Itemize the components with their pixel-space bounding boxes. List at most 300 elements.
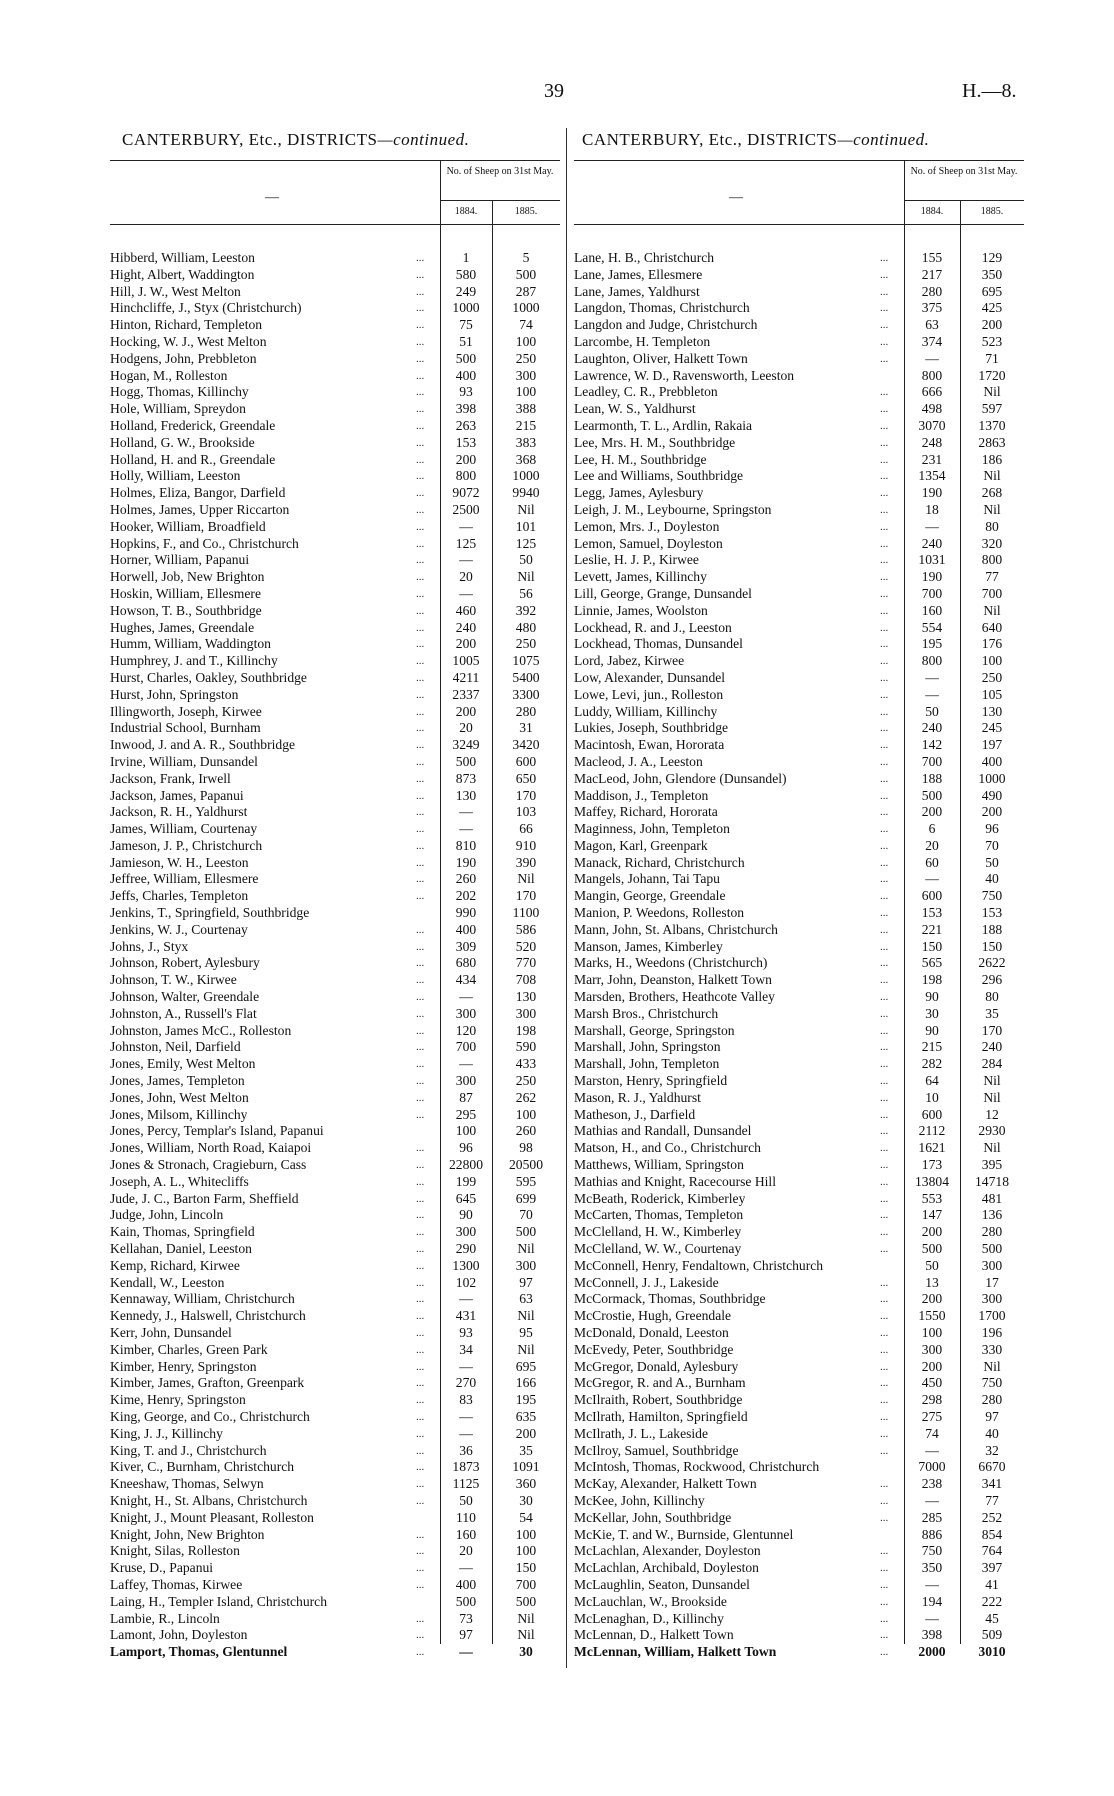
col-1885-header: 1885. <box>514 206 538 217</box>
sheep-1884: 600 <box>921 888 943 904</box>
sheep-1884: — <box>459 1056 473 1072</box>
leader-dots: ... <box>880 722 889 735</box>
table-row <box>574 1191 1024 1208</box>
sheep-1884: 800 <box>455 468 477 484</box>
table-row <box>110 939 560 956</box>
sheep-1884: 810 <box>455 837 477 853</box>
holder-name: McIlraith, Robert, Southbridge <box>574 1392 743 1408</box>
sheep-1885: 699 <box>515 1190 537 1206</box>
sheep-1885: 197 <box>981 737 1003 753</box>
table-row <box>110 1493 560 1510</box>
sheep-1885: 595 <box>515 1173 537 1189</box>
sheep-1885: 520 <box>515 938 537 954</box>
sheep-1884: — <box>925 686 939 702</box>
table-row <box>110 804 560 821</box>
table-row <box>574 821 1024 838</box>
sheep-1884: 2112 <box>918 1123 946 1139</box>
holder-name: Irvine, William, Dunsandel <box>110 753 258 769</box>
table-row <box>110 1426 560 1443</box>
holder-name: Jeffs, Charles, Templeton <box>110 888 249 904</box>
sheep-1885: 105 <box>981 686 1003 702</box>
table-row <box>110 1224 560 1241</box>
holder-name: James, William, Courtenay <box>110 821 258 837</box>
table-row <box>110 284 560 301</box>
sheep-1884: 13 <box>925 1274 939 1290</box>
leader-dots: ... <box>416 621 425 634</box>
sheep-1884: 173 <box>921 1157 943 1173</box>
sheep-1885: 66 <box>519 821 533 837</box>
sheep-1884: — <box>459 1644 473 1660</box>
leader-dots: ... <box>880 1612 889 1625</box>
holder-name: Jones, William, North Road, Kaiapoi <box>110 1140 312 1156</box>
leader-dots: ... <box>416 957 425 970</box>
sheep-1885: 300 <box>981 1257 1003 1273</box>
holder-name: Laing, H., Templer Island, Christchurch <box>110 1593 328 1609</box>
table-row <box>110 1342 560 1359</box>
sheep-1884: 800 <box>921 367 943 383</box>
sheep-1885: 3420 <box>512 737 540 753</box>
leader-dots: ... <box>880 755 889 768</box>
sheep-1884: — <box>925 1576 939 1592</box>
sheep-1885: 6670 <box>978 1459 1006 1475</box>
table-row <box>574 1073 1024 1090</box>
holder-name: Knight, John, New Brighton <box>110 1526 265 1542</box>
sheep-1885: 770 <box>515 955 537 971</box>
holder-name: McLennan, William, Halkett Town <box>574 1644 777 1660</box>
sheep-1885: 433 <box>515 1056 537 1072</box>
sheep-1884: 500 <box>455 1593 477 1609</box>
sheep-1885: 854 <box>981 1526 1003 1542</box>
holder-name: Marsh Bros., Christchurch <box>574 1005 719 1021</box>
leader-dots: ... <box>416 1243 425 1256</box>
table-row <box>574 737 1024 754</box>
sheep-1885: 1000 <box>512 468 540 484</box>
sheep-1884: — <box>459 1425 473 1441</box>
table-row <box>110 1291 560 1308</box>
table-row <box>110 1476 560 1493</box>
table-row <box>110 1056 560 1073</box>
holder-name: Low, Alexander, Dunsandel <box>574 669 726 685</box>
sheep-1885: 32 <box>985 1442 999 1458</box>
leader-dots: ... <box>416 1578 425 1591</box>
table-row <box>110 552 560 569</box>
sheep-1885: 215 <box>515 417 537 433</box>
table-row <box>574 905 1024 922</box>
leader-dots: ... <box>880 1192 889 1205</box>
holder-name: Kain, Thomas, Springfield <box>110 1224 255 1240</box>
sheep-1885: 200 <box>981 804 1003 820</box>
table-row <box>574 1627 1024 1644</box>
sheep-1884: 498 <box>921 401 943 417</box>
table-row <box>110 519 560 536</box>
sheep-1884: 90 <box>925 1022 939 1038</box>
leader-dots: ... <box>416 1058 425 1071</box>
holder-name: Jude, J. C., Barton Farm, Sheffield <box>110 1190 299 1206</box>
holder-name: McConnell, Henry, Fendaltown, Christchurch <box>574 1257 824 1273</box>
leader-dots: ... <box>416 1276 425 1289</box>
leader-dots: ... <box>880 319 889 332</box>
table-row <box>110 536 560 553</box>
sheep-1884: 1 <box>462 250 470 265</box>
leader-dots: ... <box>416 1327 425 1339</box>
sheep-1885: 5400 <box>512 669 540 685</box>
table-row <box>574 300 1024 317</box>
sheep-1884: 1000 <box>452 300 480 316</box>
leader-dots: ... <box>880 1327 889 1339</box>
sheep-1884: — <box>925 1610 939 1626</box>
table-row <box>110 1039 560 1056</box>
sheep-1885: 500 <box>515 1224 537 1240</box>
sheep-1884: 147 <box>921 1207 943 1223</box>
sheep-1885: 250 <box>981 669 1003 685</box>
sheep-1884: 290 <box>455 1241 477 1257</box>
sheep-1885: Nil <box>983 1140 1001 1156</box>
holder-name: Macintosh, Ewan, Hororata <box>574 737 725 753</box>
col-1885-header: 1885. <box>980 206 1004 217</box>
sheep-1884: 398 <box>921 1627 943 1643</box>
table-row <box>574 788 1024 805</box>
sheep-1884: 500 <box>455 350 477 366</box>
sheep-1885: 300 <box>515 1005 537 1021</box>
holder-name: McBeath, Roderick, Kimberley <box>574 1190 746 1206</box>
holder-name: Langdon and Judge, Christchurch <box>574 317 758 333</box>
sheep-1884: 96 <box>459 1140 473 1156</box>
table-row <box>110 955 560 972</box>
sheep-1885: 198 <box>515 1022 537 1038</box>
holder-name: Hocking, W. J., West Melton <box>110 333 267 349</box>
holder-name: McLennan, D., Halkett Town <box>574 1627 734 1643</box>
sheep-1884: 460 <box>455 602 477 618</box>
table-row <box>110 1392 560 1409</box>
sheep-1885: 392 <box>515 602 537 618</box>
page-code: H.—8. <box>962 80 1017 102</box>
leader-dots: ... <box>880 1511 889 1524</box>
holder-name: Kennedy, J., Halswell, Christchurch <box>110 1308 306 1324</box>
sheep-1884: 199 <box>455 1173 477 1189</box>
sheep-1884: 73 <box>459 1610 473 1626</box>
holder-name: Jeffree, William, Ellesmere <box>110 871 259 887</box>
leader-dots: ... <box>880 1360 889 1373</box>
leader-dots: ... <box>416 873 425 886</box>
holder-name: Lemon, Mrs. J., Doyleston <box>574 518 720 534</box>
leader-dots: ... <box>416 638 425 651</box>
sheep-1884: — <box>459 1408 473 1424</box>
column-divider <box>566 128 567 1668</box>
table-row <box>110 435 560 452</box>
holder-name: Hinton, Richard, Templeton <box>110 317 263 333</box>
holder-name: Horner, William, Papanui <box>110 552 250 568</box>
leader-dots: ... <box>416 503 425 516</box>
table-row <box>110 1627 560 1644</box>
sheep-1884: — <box>459 585 473 601</box>
sheep-1885: 170 <box>981 1022 1003 1038</box>
sheep-1885: 280 <box>981 1392 1003 1408</box>
table-row <box>574 838 1024 855</box>
leader-dots: ... <box>416 1293 425 1306</box>
leader-dots: ... <box>416 302 425 315</box>
leader-dots: ... <box>880 823 889 836</box>
leader-dots: ... <box>416 755 425 768</box>
sheep-1884: — <box>925 350 939 366</box>
sheep-1885: 708 <box>515 972 537 988</box>
leader-dots: ... <box>416 1142 425 1155</box>
holder-name: Jameson, J. P., Christchurch <box>110 837 263 853</box>
sheep-1884: 202 <box>455 888 477 904</box>
sheep-1884: 200 <box>455 703 477 719</box>
sheep-1885: 97 <box>519 1274 533 1290</box>
sheep-1884: 10 <box>925 1089 939 1105</box>
sheep-1885: 35 <box>519 1442 533 1458</box>
sheep-1885: 5 <box>522 250 530 265</box>
sheep-1884: 500 <box>921 1241 943 1257</box>
table-row <box>110 368 560 385</box>
table-row <box>574 1308 1024 1325</box>
holder-name: Lamport, Thomas, Glentunnel <box>110 1644 288 1660</box>
sheep-1884: 120 <box>455 1022 477 1038</box>
sheep-1884: 221 <box>921 921 943 937</box>
table-row <box>110 1191 560 1208</box>
sheep-1884: 350 <box>921 1560 943 1576</box>
sheep-1884: 263 <box>455 417 477 433</box>
sheep-1884: 125 <box>455 535 477 551</box>
sheep-1884: 434 <box>455 972 477 988</box>
leader-dots: ... <box>880 1310 889 1323</box>
sheep-1885: Nil <box>983 1358 1001 1374</box>
holder-name: McClelland, W. W., Courtenay <box>574 1241 742 1257</box>
table-row <box>574 368 1024 385</box>
sheep-1884: 100 <box>921 1325 943 1340</box>
table-row <box>574 720 1024 737</box>
leader-dots: ... <box>880 1159 889 1172</box>
table-row <box>110 720 560 737</box>
table-row <box>574 468 1024 485</box>
table-row <box>110 317 560 334</box>
leader-dots: ... <box>416 1192 425 1205</box>
table-row <box>110 586 560 603</box>
sheep-1884: — <box>459 1560 473 1576</box>
sheep-1884: 500 <box>455 753 477 769</box>
sheep-1884: 300 <box>455 1073 477 1089</box>
sheep-1885: 200 <box>981 317 1003 333</box>
holder-name: Hurst, Charles, Oakley, Southbridge <box>110 669 307 685</box>
table-row <box>110 351 560 368</box>
sheep-1885: 100 <box>515 384 537 400</box>
table-row <box>110 620 560 637</box>
table-row <box>110 1275 560 1292</box>
sheep-1885: 40 <box>985 871 999 887</box>
holder-name: Lamont, John, Doyleston <box>110 1627 248 1643</box>
table-row <box>574 804 1024 821</box>
sheep-1885: 650 <box>515 770 537 786</box>
sheep-1884: 50 <box>459 1492 473 1508</box>
section-title-text: CANTERBURY, Etc., DISTRICTS <box>582 130 838 149</box>
sheep-1885: 97 <box>985 1408 999 1424</box>
sheep-1884: 886 <box>921 1526 943 1542</box>
leader-dots: ... <box>416 739 425 752</box>
holder-name: Matheson, J., Darfield <box>574 1106 696 1122</box>
sheep-1885: 150 <box>981 938 1003 954</box>
holder-name: McIlroy, Samuel, Southbridge <box>574 1442 739 1458</box>
sheep-1884: 36 <box>459 1442 473 1458</box>
sheep-1884: 93 <box>459 384 473 400</box>
sheep-1884: 97 <box>459 1627 473 1643</box>
sheep-1885: 590 <box>515 1039 537 1055</box>
sheep-1884: 215 <box>921 1039 943 1055</box>
leader-dots: ... <box>880 1209 889 1222</box>
table-row <box>574 1224 1024 1241</box>
holder-name: Johnson, Walter, Greendale <box>110 989 260 1005</box>
holder-name: Kimber, Henry, Springston <box>110 1358 257 1374</box>
sheep-1885: Nil <box>517 871 535 887</box>
leader-dots: ... <box>416 688 425 701</box>
holder-name: Mangels, Johann, Tai Tapu <box>574 871 720 887</box>
leader-dots: ... <box>880 1562 889 1575</box>
table-row <box>574 704 1024 721</box>
leader-dots: ... <box>416 1427 425 1440</box>
holder-name: Humm, William, Waddington <box>110 636 271 652</box>
sheep-1884: 666 <box>921 384 943 400</box>
leader-dots: ... <box>416 403 425 416</box>
leader-dots: ... <box>416 1175 425 1188</box>
sheep-1885: 268 <box>981 485 1003 501</box>
sheep-1884: 9072 <box>452 485 480 501</box>
holder-name: McLaughlin, Seaton, Dunsandel <box>574 1576 750 1592</box>
sheep-1885: 280 <box>981 1224 1003 1240</box>
sheep-1884: 1125 <box>452 1476 480 1492</box>
leader-dots: ... <box>880 487 889 500</box>
leader-dots: ... <box>416 991 425 1004</box>
table-row <box>110 737 560 754</box>
holder-name: Jones, James, Templeton <box>110 1073 245 1089</box>
sheep-1884: 200 <box>455 451 477 467</box>
holder-name: Leadley, C. R., Prebbleton <box>574 384 718 400</box>
leader-dots: ... <box>880 1108 889 1121</box>
sheep-1885: 597 <box>981 401 1003 417</box>
leader-dots: ... <box>880 621 889 634</box>
table-row <box>110 687 560 704</box>
holder-name: Lambie, R., Lincoln <box>110 1610 220 1626</box>
table-row <box>574 670 1024 687</box>
table-row <box>110 569 560 586</box>
sheep-1884: 1873 <box>452 1459 480 1475</box>
holder-name: Jones, Percy, Templar's Island, Papanui <box>110 1123 324 1139</box>
sheep-1884: 580 <box>455 266 477 282</box>
table-row <box>110 636 560 653</box>
leader-dots: ... <box>880 1091 889 1104</box>
holder-name: Langdon, Thomas, Christchurch <box>574 300 750 316</box>
sheep-1885: 330 <box>981 1341 1003 1357</box>
table-row <box>110 1543 560 1560</box>
sheep-1885: 80 <box>985 989 999 1005</box>
sheep-1884: 238 <box>921 1476 943 1492</box>
holder-name: King, T. and J., Christchurch <box>110 1442 267 1458</box>
holder-name: Howson, T. B., Southbridge <box>110 602 262 618</box>
sheep-1884: 990 <box>455 905 477 921</box>
sheep-1884: 3249 <box>452 737 480 753</box>
sheep-1885: Nil <box>517 1308 535 1324</box>
sheep-1884: 750 <box>921 1543 943 1559</box>
table-row <box>110 1644 560 1661</box>
table-row <box>574 1375 1024 1392</box>
sheep-1885: 360 <box>515 1476 537 1492</box>
leader-dots: ... <box>416 1478 425 1491</box>
table-row <box>574 1527 1024 1544</box>
holder-name: Lane, James, Yaldhurst <box>574 283 700 299</box>
leader-dots: ... <box>416 1494 425 1507</box>
sheep-1884: 200 <box>455 636 477 652</box>
sheep-1884: 142 <box>921 737 943 753</box>
holder-name: Hight, Albert, Waddington <box>110 266 255 282</box>
table-row <box>574 620 1024 637</box>
table-row <box>574 1140 1024 1157</box>
holder-name: McKellar, John, Southbridge <box>574 1509 732 1525</box>
sheep-1884: 60 <box>925 854 939 870</box>
table-row <box>574 855 1024 872</box>
leader-dots: ... <box>880 772 889 785</box>
sheep-1884: 309 <box>455 938 477 954</box>
sheep-1884: 195 <box>921 636 943 652</box>
table-row <box>574 1157 1024 1174</box>
sheep-1884: 240 <box>921 720 943 736</box>
table-row <box>110 502 560 519</box>
holder-name: Holmes, James, Upper Riccarton <box>110 501 290 517</box>
sheep-1884: 20 <box>459 569 473 585</box>
sheep-1885: 17 <box>985 1274 999 1290</box>
leader-dots: ... <box>880 453 889 466</box>
holder-name: McKee, John, Killinchy <box>574 1492 705 1508</box>
table-row <box>110 300 560 317</box>
leader-dots: ... <box>880 503 889 516</box>
table-row <box>110 384 560 401</box>
sheep-1884: 1005 <box>452 653 480 669</box>
sheep-1885: 300 <box>981 1291 1003 1307</box>
table-row <box>110 1241 560 1258</box>
table-row <box>574 536 1024 553</box>
holder-name: Jones, Emily, West Melton <box>110 1056 256 1072</box>
leader-dots: ... <box>880 1394 889 1407</box>
sheep-1884: 375 <box>921 300 943 316</box>
sheep-1885: 101 <box>515 518 537 534</box>
table-row <box>110 855 560 872</box>
sheep-1884: 190 <box>455 854 477 870</box>
sheep-1884: — <box>459 518 473 534</box>
leader-dots: ... <box>416 1007 425 1020</box>
holder-name: Hopkins, F., and Co., Christchurch <box>110 535 299 551</box>
sheep-1885: 509 <box>981 1627 1003 1643</box>
sheep-1885: 74 <box>519 317 533 333</box>
leader-dots: ... <box>416 587 425 600</box>
leader-dots: ... <box>880 470 889 483</box>
sheep-1885: 910 <box>515 837 537 853</box>
leader-dots: ... <box>880 604 889 617</box>
leader-dots: ... <box>416 1259 425 1272</box>
sheep-1885: 186 <box>981 451 1003 467</box>
sheep-1885: 395 <box>981 1157 1003 1173</box>
holder-name: McLenaghan, D., Killinchy <box>574 1610 724 1626</box>
leader-dots: ... <box>880 302 889 315</box>
sheep-1884: 13804 <box>915 1173 949 1189</box>
holder-name: McCarten, Thomas, Templeton <box>574 1207 744 1223</box>
leader-dots: ... <box>880 403 889 416</box>
sheep-1885: 71 <box>985 350 999 366</box>
table-row <box>574 1476 1024 1493</box>
sheep-1885: 188 <box>981 921 1003 937</box>
holder-name: McCrostie, Hugh, Greendale <box>574 1308 732 1324</box>
holder-name: Marsden, Brothers, Heathcote Valley <box>574 989 775 1005</box>
leader-dots: ... <box>416 571 425 584</box>
sheep-1884: 74 <box>925 1425 939 1441</box>
sheep-1885: Nil <box>517 1241 535 1257</box>
